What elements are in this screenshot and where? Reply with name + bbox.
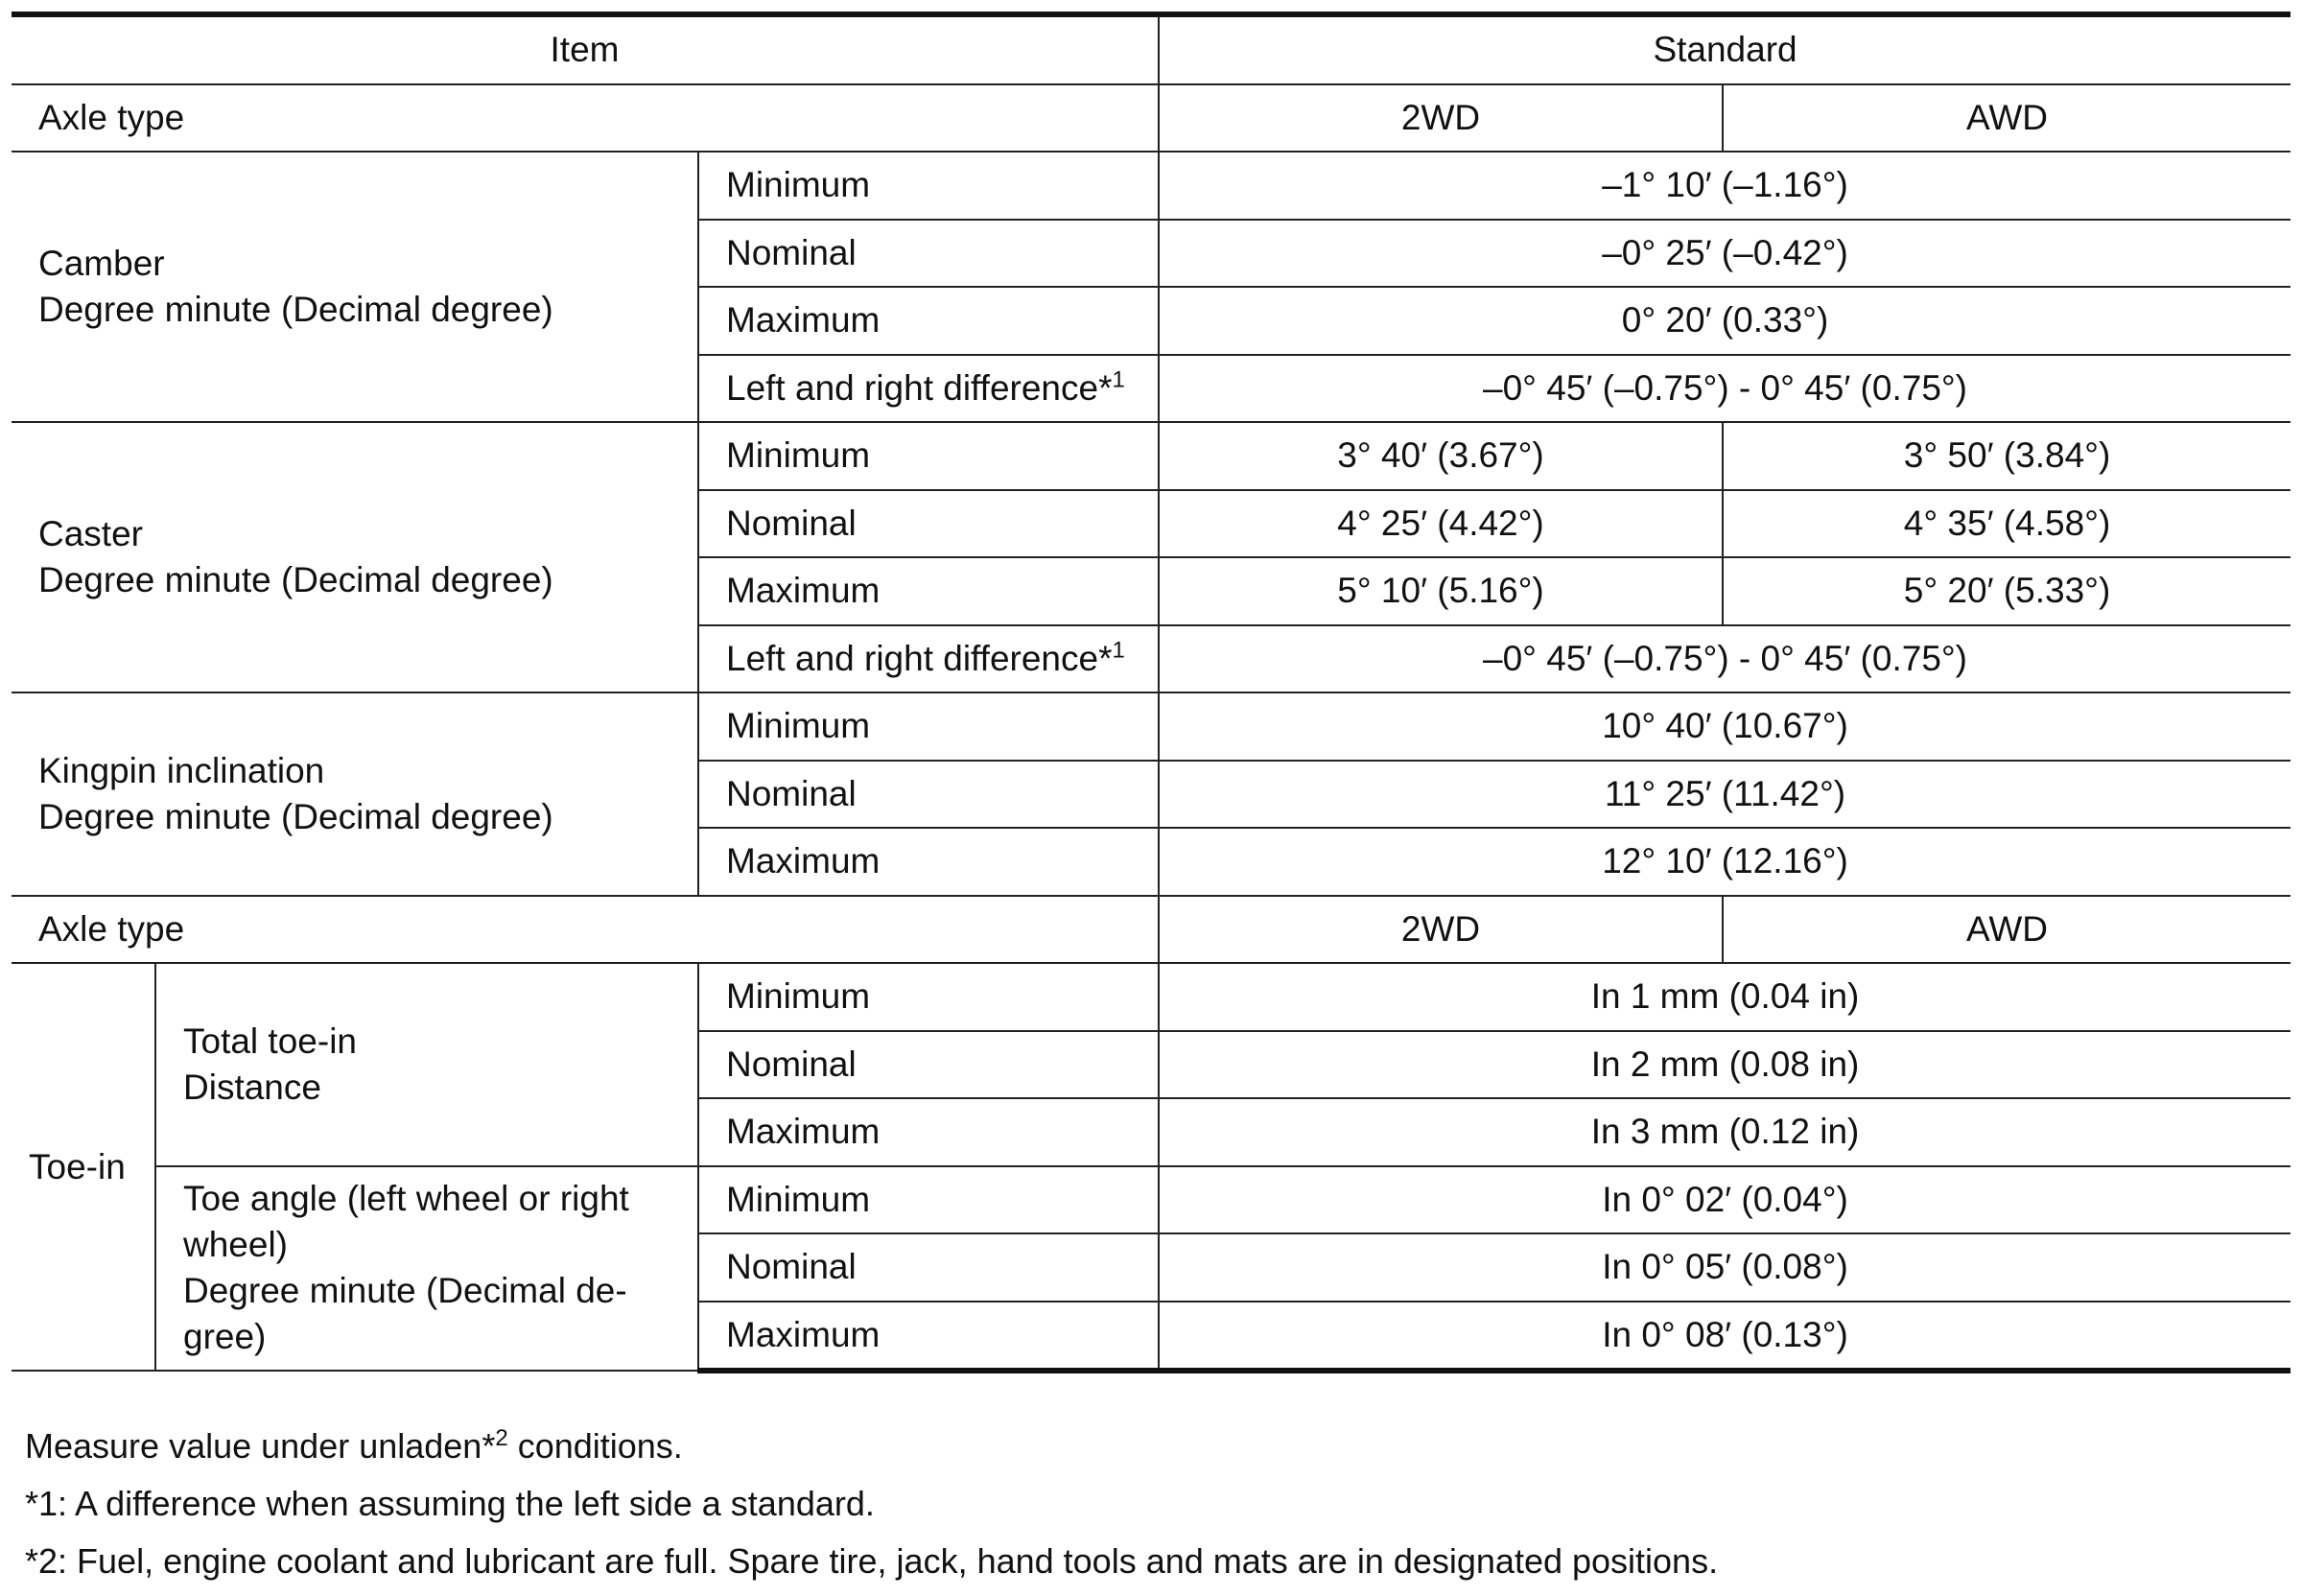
kingpin-unit: Degree minute (Decimal degree)	[38, 796, 553, 836]
footnote-2: *2: Fuel, engine coolant and lubricant are full. Spare tire, jack, hand tools and mats are in designated positions.	[25, 1541, 1719, 1581]
total-toe-label-cell	[155, 963, 698, 1166]
table-header-row	[12, 14, 2290, 84]
table-row	[12, 152, 2290, 220]
table-row	[12, 1166, 2290, 1234]
camber-min-label: Minimum	[698, 152, 1159, 220]
toe-angle-nom-value: In 0° 05′ (0.08°)	[1159, 1233, 2290, 1302]
caster-diff-value: –0° 45′ (–0.75°) - 0° 45′ (0.75°)	[1159, 625, 2290, 693]
camber-unit: Degree minute (Decimal degree)	[38, 290, 553, 329]
axle-type-2wd: 2WD	[1159, 84, 1723, 153]
toe-angle-min-value: In 0° 02′ (0.04°)	[1159, 1166, 2290, 1234]
caster-max-2wd: 5° 10′ (5.16°)	[1159, 557, 1723, 625]
toe-angle-label-line3: Degree minute (Decimal de-	[183, 1271, 627, 1311]
camber-max-label: Maximum	[698, 287, 1159, 355]
total-toe-nom-label: Nominal	[698, 1031, 1159, 1099]
camber-max-value: 0° 20′ (0.33°)	[1159, 287, 2290, 355]
caster-unit: Degree minute (Decimal degree)	[38, 560, 553, 599]
axle-type-2wd-2: 2WD	[1159, 896, 1723, 964]
total-toe-unit: Distance	[183, 1067, 321, 1107]
toe-angle-label-cell	[155, 1166, 698, 1372]
toe-angle-max-value: In 0° 08′ (0.13°)	[1159, 1302, 2290, 1372]
total-toe-label: Total toe-in	[183, 1021, 357, 1061]
toe-angle-nom-label: Nominal	[698, 1233, 1159, 1302]
axle-type-row-2	[12, 896, 2290, 964]
caster-diff-label: Left and right difference*$^1$	[698, 625, 1159, 693]
caster-nom-2wd: 4° 25′ (4.42°)	[1159, 490, 1723, 558]
axle-type-awd: AWD	[1723, 84, 2290, 153]
caster-label: Caster	[38, 513, 143, 553]
axle-type-label-2: Axle type	[12, 896, 1159, 964]
camber-nom-label: Nominal	[698, 220, 1159, 288]
total-toe-max-label: Maximum	[698, 1098, 1159, 1166]
toe-angle-label-line1: Toe angle (left wheel or right	[183, 1179, 629, 1219]
toe-angle-label-line2: wheel)	[183, 1225, 288, 1265]
toe-angle-label-line4: gree)	[183, 1317, 267, 1357]
header-standard: Standard	[1159, 14, 2290, 84]
total-toe-nom-value: In 2 mm (0.08 in)	[1159, 1031, 2290, 1099]
toe-angle-max-label: Maximum	[698, 1302, 1159, 1372]
total-toe-max-value: In 3 mm (0.12 in)	[1159, 1098, 2290, 1166]
toe-in-label: Toe-in	[12, 963, 155, 1371]
footnotes	[25, 1418, 1718, 1590]
table-row	[12, 422, 2290, 490]
axle-type-label: Axle type	[12, 84, 1159, 153]
kingpin-max-label: Maximum	[698, 828, 1159, 896]
toe-angle-min-label: Minimum	[698, 1166, 1159, 1234]
table-row	[12, 692, 2290, 761]
total-toe-min-label: Minimum	[698, 963, 1159, 1031]
camber-min-value: –1° 10′ (–1.16°)	[1159, 152, 2290, 220]
camber-label: Camber	[38, 243, 165, 283]
caster-min-label: Minimum	[698, 422, 1159, 490]
wheel-alignment-spec-table	[12, 12, 2290, 1373]
caster-min-2wd: 3° 40′ (3.67°)	[1159, 422, 1723, 490]
footnote-measure: Measure value under unladen*$^2$ conditions.	[25, 1425, 683, 1466]
kingpin-label: Kingpin inclination	[38, 750, 325, 790]
caster-min-awd: 3° 50′ (3.84°)	[1723, 422, 2290, 490]
kingpin-max-value: 12° 10′ (12.16°)	[1159, 828, 2290, 896]
table-row	[12, 963, 2290, 1031]
total-toe-min-value: In 1 mm (0.04 in)	[1159, 963, 2290, 1031]
footnote-1: *1: A difference when assuming the left side a standard.	[25, 1484, 875, 1523]
caster-max-awd: 5° 20′ (5.33°)	[1723, 557, 2290, 625]
kingpin-min-value: 10° 40′ (10.67°)	[1159, 692, 2290, 761]
axle-type-row	[12, 84, 2290, 153]
kingpin-label-cell	[12, 692, 698, 896]
caster-label-cell	[12, 422, 698, 692]
camber-label-cell	[12, 152, 698, 422]
kingpin-min-label: Minimum	[698, 692, 1159, 761]
camber-nom-value: –0° 25′ (–0.42°)	[1159, 220, 2290, 288]
kingpin-nom-value: 11° 25′ (11.42°)	[1159, 761, 2290, 829]
caster-nom-label: Nominal	[698, 490, 1159, 558]
header-item: Item	[12, 14, 1159, 84]
camber-diff-value: –0° 45′ (–0.75°) - 0° 45′ (0.75°)	[1159, 355, 2290, 423]
caster-max-label: Maximum	[698, 557, 1159, 625]
caster-nom-awd: 4° 35′ (4.58°)	[1723, 490, 2290, 558]
kingpin-nom-label: Nominal	[698, 761, 1159, 829]
camber-diff-label: Left and right difference*$^1$	[698, 355, 1159, 423]
axle-type-awd-2: AWD	[1723, 896, 2290, 964]
